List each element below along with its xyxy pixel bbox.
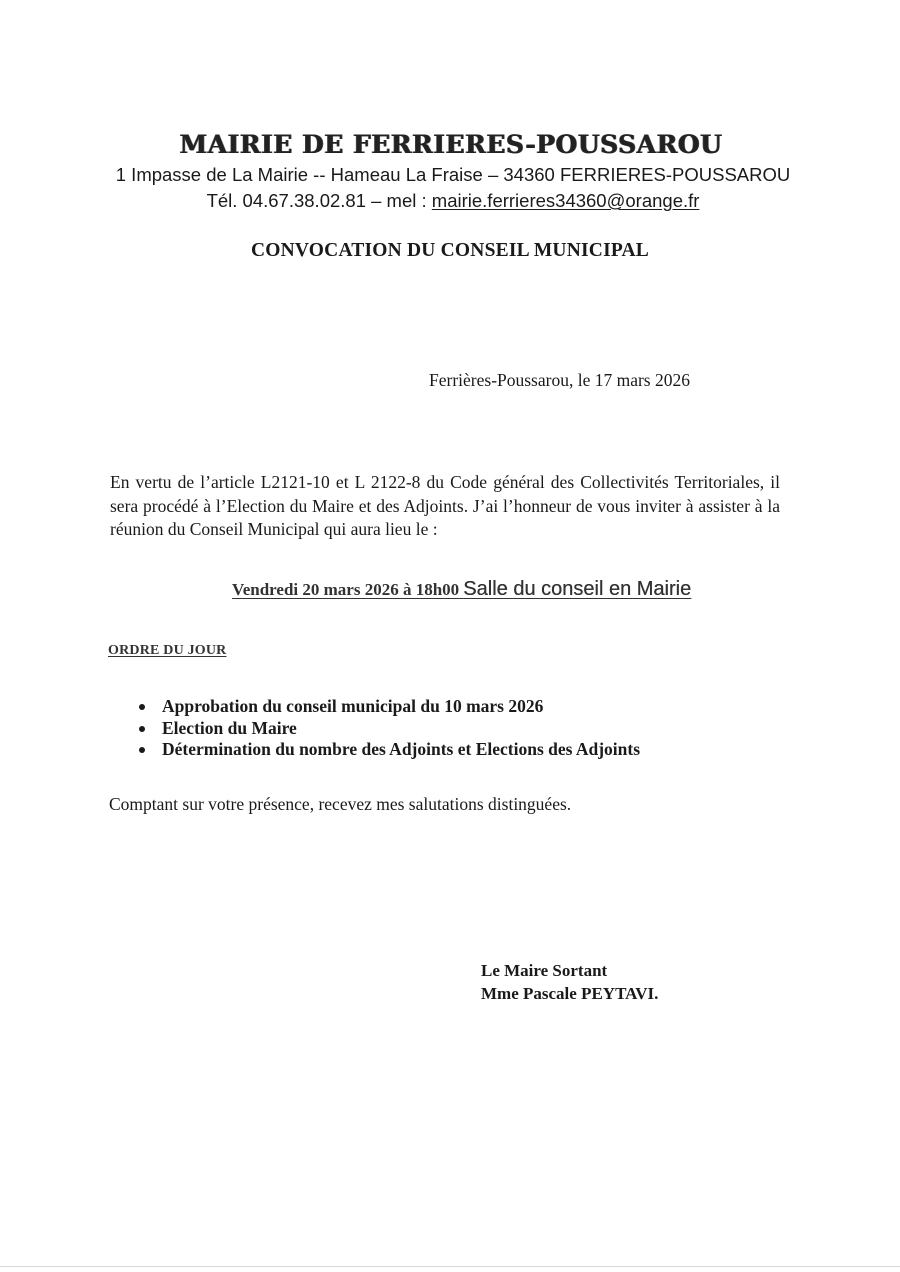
agenda-title: ORDRE DU JOUR xyxy=(108,643,227,658)
letterhead xyxy=(0,128,900,214)
agenda-item xyxy=(136,718,640,740)
meeting-place: Salle du conseil en Mairie xyxy=(463,578,692,600)
signature-role: Le Maire Sortant xyxy=(481,961,608,980)
agenda-list xyxy=(136,696,640,761)
page-bottom-rule xyxy=(0,1266,900,1267)
phone-text: Tél. 04.67.38.02.81 – mel : xyxy=(206,190,432,211)
agenda-item xyxy=(136,696,640,718)
mairie-name: MAIRIE DE FERRIERES-POUSSAROU xyxy=(179,130,723,159)
email-link[interactable]: mairie.ferrieres34360@orange.fr xyxy=(431,190,700,211)
agenda-item xyxy=(136,739,640,761)
agenda-item-text: Approbation du conseil municipal du 10 mars 2026 xyxy=(162,696,544,716)
bullet-icon xyxy=(139,726,145,732)
meeting-line xyxy=(232,578,691,601)
bullet-icon xyxy=(139,704,145,710)
document-title: CONVOCATION DU CONSEIL MUNICIPAL xyxy=(250,240,650,261)
date-line: Ferrières-Poussarou, le 17 mars 2026 xyxy=(429,370,690,390)
body-paragraph: En vertu de l’article L2121-10 et L 2122-8 du Code général des Collectivités Territoriales, il sera procédé à l’Election du Maire et des Adjoints. J’ai l’honneur de vous inviter à assister à la réunion du Conseil Municipal qui aura lieu le : xyxy=(110,472,780,539)
mairie-address: 1 Impasse de La Mairie -- Hameau La Fraise – 34360 FERRIERES-POUSSAROU xyxy=(115,164,791,185)
signature-block xyxy=(481,959,658,1005)
meeting-date-time: Vendredi 20 mars 2026 à 18h00 xyxy=(232,580,460,599)
agenda-item-text: Election du Maire xyxy=(162,717,297,738)
mairie-contact xyxy=(6,188,900,214)
closing-sentence: Comptant sur votre présence, recevez mes salutations distinguées. xyxy=(109,794,572,814)
bullet-icon xyxy=(139,747,145,753)
signature-name: Mme Pascale PEYTAVI. xyxy=(481,984,659,1003)
agenda-item-text: Détermination du nombre des Adjoints et Elections des Adjoints xyxy=(162,739,641,759)
